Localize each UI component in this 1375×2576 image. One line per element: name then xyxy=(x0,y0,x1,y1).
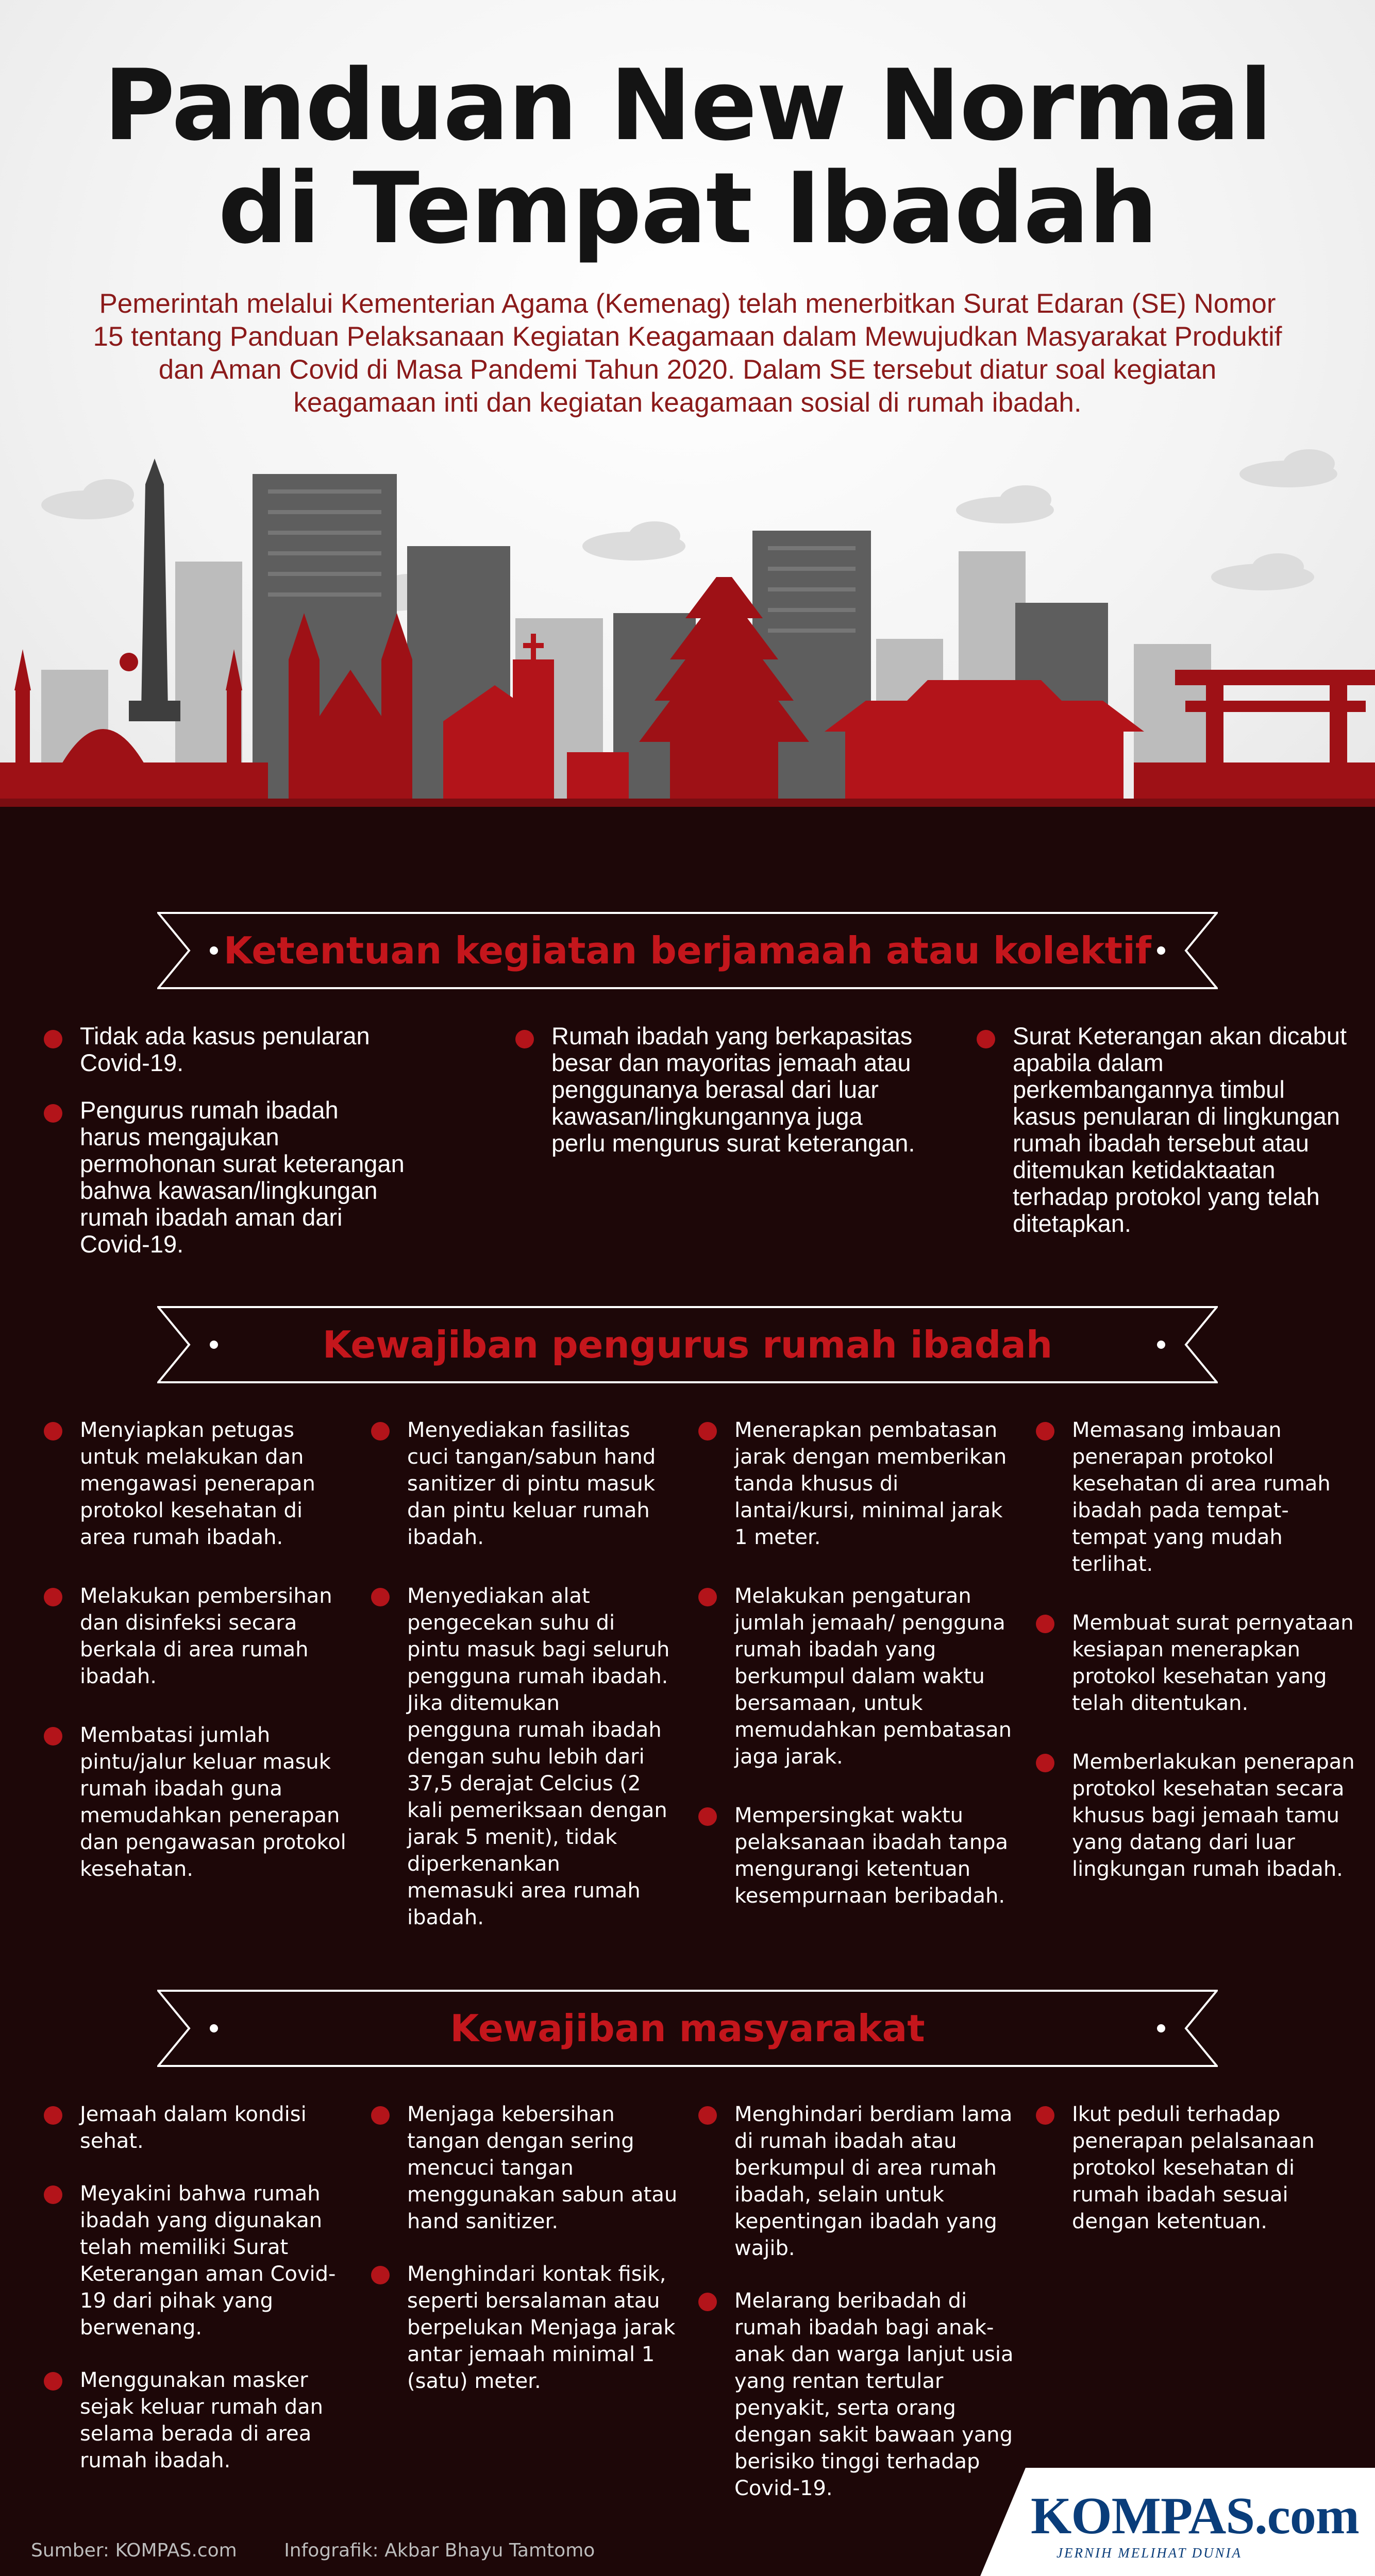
section2-column-2 xyxy=(371,1417,670,1963)
bullet-dot-icon xyxy=(1036,1615,1054,1633)
list-item: Menggunakan masker sejak keluar rumah dan selama berada di area rumah ibadah. xyxy=(44,2367,353,2474)
bullet-dot-icon xyxy=(1036,1754,1054,1772)
section2-column-4 xyxy=(1036,1417,1355,1914)
bullet-dot-icon xyxy=(44,2106,62,2125)
section3-column-3 xyxy=(698,2101,1018,2528)
title-line-1: Panduan New Normal xyxy=(103,48,1272,162)
bullet-dot-icon xyxy=(1036,2106,1054,2125)
list-item: Melarang beribadah di rumah ibadah bagi anak-anak dan warga lanjut usia yang rentan tertular penyakit, serta orang dengan sakit bawaan yang berisiko tinggi terhadap Covid-19. xyxy=(698,2287,1018,2502)
bullet-dot-icon xyxy=(44,2185,62,2204)
list-item: Ikut peduli terhadap penerapan pelalsanaan protokol kesehatan di rumah ibadah sesuai dengan ketentuan. xyxy=(1036,2101,1355,2235)
section1-column-1 xyxy=(44,1023,405,1278)
bullet-dot-icon xyxy=(698,2106,717,2125)
bullet-dot-icon xyxy=(515,1030,534,1048)
bullet-dot-icon xyxy=(44,2372,62,2391)
list-item: Menyediakan alat pengecekan suhu di pintu masuk bagi seluruh pengguna rumah ibadah. Jika ditemukan pengguna rumah ibadah dengan suhu lebih dari 37,5 derajat Celcius (2 kali pemeriksaan dengan jarak 5 menit), tidak diperkenankan memasuki area rumah ibadah. xyxy=(371,1583,670,1931)
logo-tagline: JERNIH MELIHAT DUNIA xyxy=(1057,2545,1242,2561)
bullet-dot-icon xyxy=(698,2293,717,2311)
infographic-credit: Infografik: Akbar Bhayu Tamtomo xyxy=(284,2540,595,2561)
footer-credits xyxy=(31,2540,636,2561)
list-item: Pengurus rumah ibadah harus mengajukan permohonan surat keterangan bahwa kawasan/lingkungan rumah ibadah aman dari Covid-19. xyxy=(44,1097,405,1258)
bullet-dot-icon xyxy=(977,1030,995,1048)
logo-name: KOMPAS.com xyxy=(1031,2487,1359,2545)
list-item: Menghindari berdiam lama di rumah ibadah atau berkumpul di area rumah ibadah, selain untuk kepentingan ibadah yang wajib. xyxy=(698,2101,1018,2262)
bullet-dot-icon xyxy=(371,2266,390,2284)
intro-paragraph: Pemerintah melalui Kementerian Agama (Kemenag) telah menerbitkan Surat Edaran (SE) Nomor 15 tentang Panduan Pelaksanaan Kegiatan Keagamaan dalam Mewujudkan Masyarakat Produktif dan Aman Covid di Masa Pandemi Tahun 2020. Dalam SE tersebut diatur soal kegiatan keagamaan inti dan kegiatan keagamaan sosial di rumah ibadah. xyxy=(93,289,1282,418)
list-item: Memasang imbauan penerapan protokol kesehatan di area rumah ibadah pada tempat-tempat yang mudah terlihat. xyxy=(1036,1417,1355,1578)
bullet-dot-icon xyxy=(371,2106,390,2125)
bullet-dot-icon xyxy=(44,1727,62,1745)
section3-column-1 xyxy=(44,2101,353,2500)
section2-column-1 xyxy=(44,1417,353,1914)
bullet-dot-icon xyxy=(1036,1422,1054,1440)
bullet-dot-icon xyxy=(44,1422,62,1440)
list-item: Tidak ada kasus penularan Covid-19. xyxy=(44,1023,405,1076)
section3-column-2 xyxy=(371,2101,680,2420)
page-title xyxy=(0,48,1375,265)
section-banner-2 xyxy=(157,1306,1218,1383)
list-item: Jemaah dalam kondisi sehat. xyxy=(44,2101,353,2155)
bullet-dot-icon xyxy=(44,1588,62,1606)
bullet-dot-icon xyxy=(44,1030,62,1048)
list-item: Mempersingkat waktu pelaksanaan ibadah tanpa mengurangi ketentuan kesempurnaan beribadah. xyxy=(698,1802,1018,1909)
list-item: Menyiapkan petugas untuk melakukan dan mengawasi penerapan protokol kesehatan di area rumah ibadah. xyxy=(44,1417,353,1551)
section-title: Kewajiban masyarakat xyxy=(450,2007,925,2050)
list-item: Membuat surat pernyataan kesiapan menerapkan protokol kesehatan yang telah ditentukan. xyxy=(1036,1609,1355,1717)
list-item: Melakukan pembersihan dan disinfeksi secara berkala di area rumah ibadah. xyxy=(44,1583,353,1690)
section3-column-4 xyxy=(1036,2101,1355,2261)
bullet-dot-icon xyxy=(371,1588,390,1606)
bullet-dot-icon xyxy=(698,1807,717,1826)
section1-column-2 xyxy=(515,1023,917,1177)
list-item: Melakukan pengaturan jumlah jemaah/ pengguna rumah ibadah yang berkumpul dalam waktu bersamaan, untuk memudahkan pembatasan jaga jarak. xyxy=(698,1583,1018,1770)
city-skyline-illustration xyxy=(0,443,1375,876)
list-item: Memberlakukan penerapan protokol kesehatan secara khusus bagi jemaah tamu yang datang dari luar lingkungan rumah ibadah. xyxy=(1036,1749,1355,1883)
section-banner-1 xyxy=(157,912,1218,989)
section-title: Kewajiban pengurus rumah ibadah xyxy=(322,1323,1053,1366)
source-credit: Sumber: KOMPAS.com xyxy=(31,2540,237,2561)
bullet-dot-icon xyxy=(44,1104,62,1123)
list-item: Membatasi jumlah pintu/jalur keluar masuk rumah ibadah guna memudahkan penerapan dan pengawasan protokol kesehatan. xyxy=(44,1722,353,1883)
list-item: Menjaga kebersihan tangan dengan sering mencuci tangan menggunakan sabun atau hand sanitizer. xyxy=(371,2101,680,2235)
bullet-dot-icon xyxy=(698,1588,717,1606)
list-item: Rumah ibadah yang berkapasitas besar dan mayoritas jemaah atau penggunanya berasal dari luar kawasan/lingkungannya juga perlu mengurus surat keterangan. xyxy=(515,1023,917,1157)
section1-column-3 xyxy=(977,1023,1348,1258)
list-item: Surat Keterangan akan dicabut apabila dalam perkembangannya timbul kasus penularan di lingkungan rumah ibadah tersebut atau ditemukan ketidaktaatan terhadap protokol yang telah ditetapkan. xyxy=(977,1023,1348,1237)
section-banner-3 xyxy=(157,1990,1218,2067)
section2-column-3 xyxy=(698,1417,1018,1941)
list-item: Meyakini bahwa rumah ibadah yang digunakan telah memiliki Surat Keterangan aman Covid-19 dari pihak yang berwenang. xyxy=(44,2180,353,2341)
list-item: Menghindari kontak fisik, seperti bersalaman atau berpelukan Menjaga jarak antar jemaah minimal 1 (satu) meter. xyxy=(371,2261,680,2395)
kompas-logo xyxy=(979,2468,1375,2576)
list-item: Menerapkan pembatasan jarak dengan memberikan tanda khusus di lantai/kursi, minimal jarak 1 meter. xyxy=(698,1417,1018,1551)
list-item: Menyediakan fasilitas cuci tangan/sabun hand sanitizer di pintu masuk dan pintu keluar rumah ibadah. xyxy=(371,1417,670,1551)
bullet-dot-icon xyxy=(698,1422,717,1440)
section-title: Ketentuan kegiatan berjamaah atau kolektif xyxy=(223,929,1152,972)
bullet-dot-icon xyxy=(371,1422,390,1440)
title-line-2: di Tempat Ibadah xyxy=(217,151,1158,265)
